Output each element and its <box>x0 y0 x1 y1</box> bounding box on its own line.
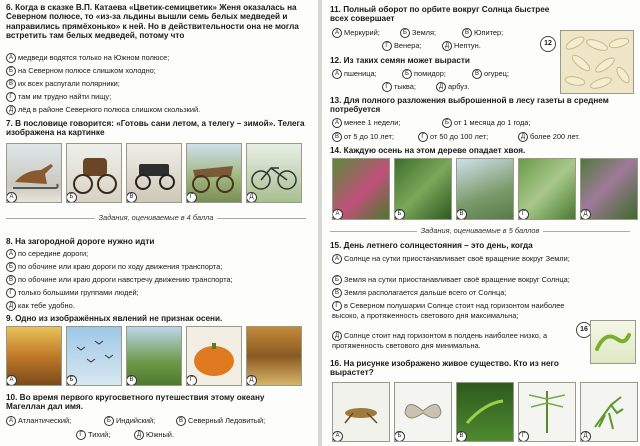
q14-image-conifer-e[interactable]: Д <box>580 158 638 220</box>
q16-image-dragonfly[interactable]: Г <box>518 382 576 442</box>
q7-image-cart[interactable]: Г <box>186 143 242 203</box>
question-10: 10. Во время первого кругосветного путешествия этому океану Магеллан дал имя. <box>6 393 265 412</box>
q13-option-b[interactable]: Б от 1 месяца до 1 года; <box>442 118 530 128</box>
question-16: 16. На рисунке изображено живое существо. Кто из него вырастет? <box>330 359 559 378</box>
q14-image-conifer-c[interactable]: В <box>456 158 514 220</box>
q14-image-row <box>332 158 638 220</box>
q10-option-d[interactable]: Г Тихий; <box>76 430 110 440</box>
q10-option-c[interactable]: В Северный Ледовитый; <box>176 416 265 426</box>
q16-image-mantis[interactable]: Д <box>580 382 638 442</box>
q11-option-c[interactable]: В Юпитер; <box>462 28 503 38</box>
q6-option-a[interactable]: А медведи водятся только на Южном полюсе; <box>6 53 169 63</box>
q14-image-conifer-b[interactable]: Б <box>394 158 452 220</box>
q9-image-mushrooms[interactable]: Д <box>246 326 302 386</box>
q16-image-larva[interactable] <box>590 320 636 364</box>
q8-option-b[interactable]: Б по обочине или краю дороги по ходу движения транспорта; <box>6 262 222 272</box>
q10-option-e[interactable]: Д Южный. <box>134 430 174 440</box>
q8-option-c[interactable]: В по обочине или краю дороги навстречу движению транспорта; <box>6 275 233 285</box>
question-15: 15. День летнего солнцестояния – это день, когда <box>330 241 533 250</box>
q13-option-e[interactable]: Д более 200 лет. <box>518 132 580 142</box>
q16-image-green-insect[interactable]: В <box>456 382 514 442</box>
q8-option-e[interactable]: Д как тебе удобно. <box>6 301 75 311</box>
q6-option-e[interactable]: Д лёд в районе Северного полюса слишком скользкий. <box>6 105 200 115</box>
q15-option-a[interactable]: А Солнце на сутки приостанавливает своё вращение вокруг Земли; <box>332 254 582 264</box>
question-13: 13. Для полного разложения выброшенной в лесу газеты в среднем потребуется <box>330 96 609 115</box>
question-7: 7. В пословице говорится: «Готовь сани летом, а телегу – зимой». Телега изображена на картинке <box>6 119 305 138</box>
q11-option-d[interactable]: Г Венера; <box>382 41 422 51</box>
q11-option-e[interactable]: Д Нептун. <box>442 41 481 51</box>
q6-option-d[interactable]: Г там им трудно найти пищу; <box>6 92 111 102</box>
q9-image-pumpkin[interactable]: Г <box>186 326 242 386</box>
q16-image-moth[interactable]: Б <box>394 382 452 442</box>
q6-option-c[interactable]: В их всех распугали полярники; <box>6 79 120 89</box>
q9-image-autumn-leaves[interactable]: А <box>6 326 62 386</box>
question-12: 12. Из таких семян может вырасти <box>330 56 470 65</box>
right-page <box>322 0 640 446</box>
q13-option-d[interactable]: Г от 50 до 100 лет; <box>418 132 488 142</box>
q13-option-a[interactable]: А менее 1 недели; <box>332 118 400 128</box>
question-14: 14. Каждую осень на этом дереве опадает хвоя. <box>330 146 526 155</box>
q16-image-grasshopper[interactable]: А <box>332 382 390 442</box>
q15-option-c[interactable]: В Земля располагается дальше всего от Солнца; <box>332 288 506 298</box>
q7-image-old-car[interactable]: В <box>126 143 182 203</box>
q9-image-birds-flying[interactable]: Б <box>66 326 122 386</box>
q8-option-d[interactable]: Г только большими группами людей; <box>6 288 139 298</box>
q12-image-seeds[interactable] <box>560 30 634 94</box>
q12-option-b[interactable]: Б помидор; <box>402 69 446 79</box>
q9-image-row <box>6 326 302 386</box>
q15-option-e[interactable]: Д Солнце стоит над горизонтом в полдень наиболее низко, а протяженность светового дня минимальна. <box>332 331 548 351</box>
q12-option-e[interactable]: Д арбуз. <box>436 82 469 92</box>
section-header-5-points: Задания, оцениваемые в 5 баллов <box>330 226 630 235</box>
q15-option-b[interactable]: Б Земля на сутки приостанавливает своё вращение вокруг Солнца; <box>332 275 632 285</box>
q6-option-b[interactable]: Б на Северном полюсе слишком холодно; <box>6 66 156 76</box>
image-number-badge-16: 16 <box>576 322 592 338</box>
q7-image-carriage[interactable]: Б <box>66 143 122 203</box>
q16-image-row <box>332 382 638 442</box>
q11-option-b[interactable]: Б Земля; <box>400 28 436 38</box>
left-page <box>0 0 318 446</box>
question-6-text: Когда в сказке В.П. Катаева «Цветик-семицветик» Женя оказалась на Северном полюсе, то «из-за льдины вышли семь белых медведей и направились прямёхонько» к ней. Но в действительности она не могла встретить там белых медведей, потому что <box>6 3 299 41</box>
section-header-4-points: Задания, оцениваемые в 4 балла <box>6 213 306 222</box>
q13-option-c[interactable]: В от 5 до 10 лет; <box>332 132 394 142</box>
question-9: 9. Одно из изображённых явлений не признак осени. <box>6 314 223 323</box>
q7-image-bicycle[interactable]: Д <box>246 143 302 203</box>
question-11: 11. Полный оборот по орбите вокруг Солнца быстрее всех совершает <box>330 5 550 24</box>
q14-image-conifer-a[interactable]: А <box>332 158 390 220</box>
question-6: 6. Когда в сказке В.П. Катаева «Цветик-семицветик» Женя оказалась на Северном полюсе, то «из-за льдины вышли семь белых медведей и направились прямёхонько» к ней. Но в действительности она не могла встретить там белых медведей, потому что <box>6 3 299 41</box>
q7-image-row <box>6 143 302 203</box>
q12-option-a[interactable]: А пшеница; <box>332 69 377 79</box>
question-8: 8. На загородной дороге нужно идти <box>6 237 155 246</box>
image-number-badge-12: 12 <box>540 36 556 52</box>
q12-option-d[interactable]: Г тыква; <box>382 82 416 92</box>
q14-image-conifer-d[interactable]: Г <box>518 158 576 220</box>
q7-image-sleigh[interactable]: А <box>6 143 62 203</box>
q15-option-d[interactable]: Г в Северном полушарии Солнце стоит над горизонтом наиболее высоко, а протяженность светового дня максимальна; <box>332 301 565 321</box>
q12-option-c[interactable]: В огурец; <box>472 69 509 79</box>
q10-option-b[interactable]: Б Индийский; <box>104 416 155 426</box>
q9-image-tree-landscape[interactable]: В <box>126 326 182 386</box>
q8-option-a[interactable]: А по середине дороги; <box>6 249 88 259</box>
q10-option-a[interactable]: А Атлантический; <box>6 416 71 426</box>
q11-option-a[interactable]: А Меркурий; <box>332 28 380 38</box>
